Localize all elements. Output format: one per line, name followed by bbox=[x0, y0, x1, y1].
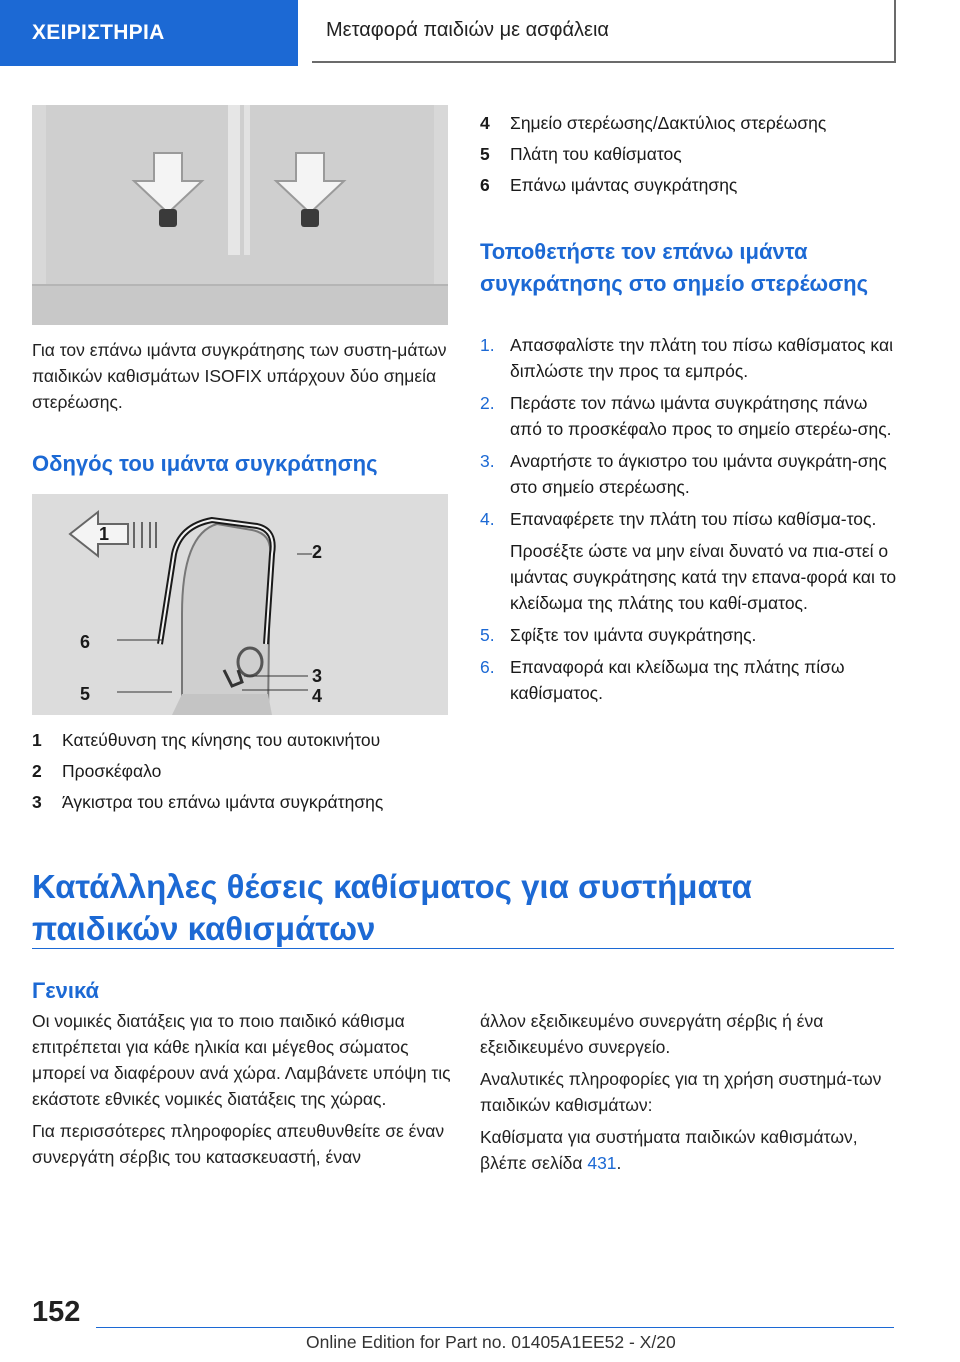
anchor-points-drawing bbox=[32, 105, 448, 325]
topic-header bbox=[312, 0, 896, 63]
step-item: 6. Επαναφορά και κλείδωμα της πλάτης πίσω καθίσματος. bbox=[480, 657, 845, 703]
step-item: 5. Σφίξτε τον ιμάντα συγκράτησης. bbox=[480, 625, 757, 645]
left-anchor bbox=[159, 209, 177, 227]
step-item: 3. Αναρτήστε το άγκιστρο του ιμάντα συγκράτη‐σης στο σημείο στερέωσης. bbox=[480, 451, 887, 497]
fig2-label-4: 4 bbox=[312, 686, 323, 706]
general-para-3: άλλον εξειδικευμένο συνεργάτη σέρβις ή ένα εξειδικευμένο συνεργείο. bbox=[480, 1011, 824, 1057]
legend-item: 2 Προσκέφαλο bbox=[32, 761, 162, 781]
chapter-tab bbox=[0, 0, 298, 66]
step-item: 2. Περάστε τον πάνω ιμάντα συγκράτησης πάνω από το προσκέφαλο προς το σημείο στερέω‐σης. bbox=[480, 393, 892, 439]
general-para-4: Αναλυτικές πληροφορίες για τη χρήση συστημά‐των παιδικών καθισμάτων: bbox=[480, 1069, 882, 1115]
headrest bbox=[182, 524, 270, 715]
fig2-label-2: 2 bbox=[312, 542, 323, 562]
footer-divider bbox=[96, 1327, 894, 1328]
tether-guide-drawing bbox=[32, 494, 448, 715]
legend-right bbox=[480, 108, 900, 201]
page-link[interactable]: 431 bbox=[587, 1153, 617, 1173]
legend-item: 4 Σημείο στερέωσης/Δακτύλιος στερέωσης bbox=[480, 113, 827, 133]
anchor-points-illustration bbox=[32, 105, 448, 325]
fig1-caption: Για τον επάνω ιμάντα συγκράτησης των συστη‐μάτων παιδικών καθισμάτων ISOFIX υπάρχουν δύο σημεία στερέωσης. bbox=[32, 340, 447, 412]
chapter-title: ΧΕΙΡΙΣΤΗΡΙΑ bbox=[32, 21, 165, 44]
tether-guide-illustration bbox=[32, 494, 448, 715]
step-item: 1. Απασφαλίστε την πλάτη του πίσω καθίσματος και διπλώστε την προς τα εμπρός. bbox=[480, 335, 893, 381]
general-para-1: Οι νομικές διατάξεις για το ποιο παιδικό κάθισμα επιτρέπεται για κάθε ηλικία και μέγεθος σώματος μπορεί να διαφέρουν ανά χώρα. Λαμβάνετε υπόψη τις εκάστοτε εθνικές νομικές διατάξεις της χώρας. bbox=[32, 1011, 451, 1109]
topic-title: Μεταφορά παιδιών με ασφάλεια bbox=[326, 19, 609, 41]
step-item: 4. Επαναφέρετε την πλάτη του πίσω καθίσμα‐τος. Προσέξτε ώστε να μην είναι δυνατό να πια‐στεί ο ιμάντας συγκράτησης κατά την επανα‐φορά και το κλείδωμα της πλάτης του καθί‐σματος. bbox=[480, 506, 900, 616]
page-number: 152 bbox=[32, 1296, 81, 1328]
guide-heading: Οδηγός του ιμάντα συγκράτησης bbox=[32, 451, 378, 476]
fig2-label-5: 5 bbox=[80, 684, 91, 704]
fig2-label-3: 3 bbox=[312, 666, 323, 686]
fig2-label-6: 6 bbox=[80, 632, 91, 652]
general-heading: Γενικά bbox=[32, 978, 100, 1003]
steps-list bbox=[480, 332, 900, 712]
step-text: Επαναφέρετε την πλάτη του πίσω καθίσμα‐τος. bbox=[510, 509, 877, 529]
seat-back bbox=[172, 694, 272, 715]
attach-heading: Τοποθετήστε τον επάνω ιμάντα συγκράτησης στο σημείο στερέωσης bbox=[480, 239, 869, 296]
section-title: Κατάλληλες θέσεις καθίσματος για συστήματα παιδικών καθισμάτων bbox=[32, 868, 752, 947]
legend-item: 1 Κατεύθυνση της κίνησης του αυτοκινήτου bbox=[32, 730, 381, 750]
legend-item: 6 Επάνω ιμάντας συγκράτησης bbox=[480, 175, 738, 195]
step-note: Προσέξτε ώστε να μην είναι δυνατό να πια‐στεί ο ιμάντας συγκράτησης κατά την επανα‐φορά και το κλείδωμα της πλάτης του καθί‐σματος. bbox=[510, 541, 897, 613]
general-para-2: Για περισσότερες πληροφορίες απευθυνθείτε σε έναν συνεργάτη σέρβις του κατασκευαστή, έναν bbox=[32, 1121, 445, 1167]
edition-text: Online Edition for Part no. 01405A1EE52 - X/20 bbox=[306, 1332, 676, 1352]
fig2-label-1: 1 bbox=[99, 524, 110, 544]
legend-left bbox=[32, 725, 452, 818]
legend-item: 5 Πλάτη του καθίσματος bbox=[480, 144, 682, 164]
right-anchor bbox=[301, 209, 319, 227]
section-divider bbox=[32, 948, 894, 949]
legend-item: 3 Άγκιστρα του επάνω ιμάντα συγκράτησης bbox=[32, 792, 384, 812]
general-para-5: Καθίσματα για συστήματα παιδικών καθισμάτων, βλέπε σελίδα 431. bbox=[480, 1127, 858, 1173]
